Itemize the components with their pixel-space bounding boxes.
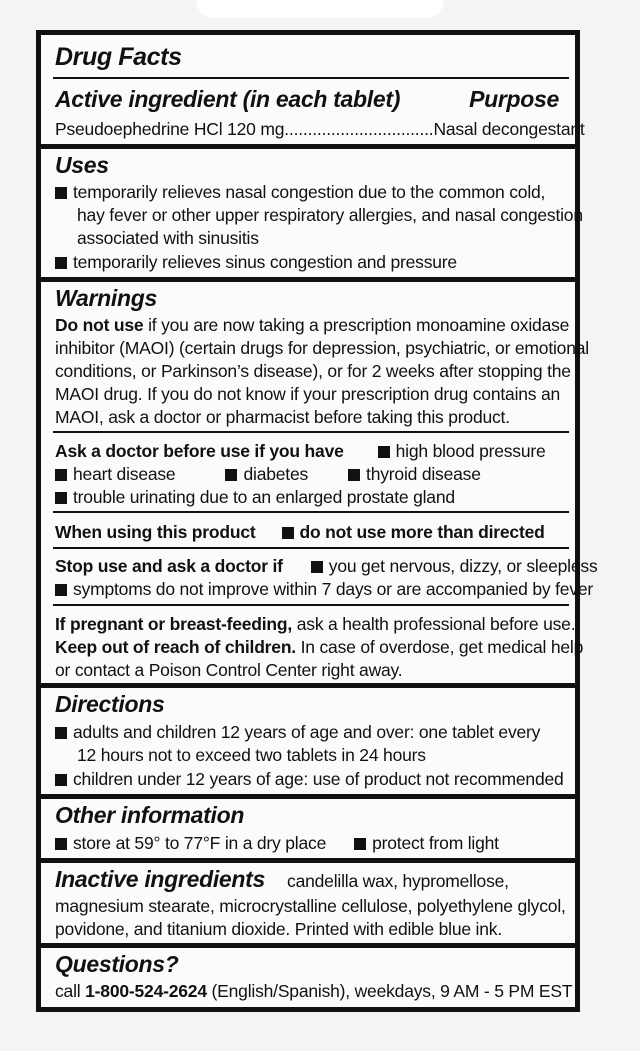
- do-not-use-line-4: MAOI drug. If you do not know if your prescription drug contains an: [55, 384, 561, 404]
- inactive-ingredients-header: Inactive ingredients: [55, 866, 266, 892]
- section-divider: [41, 683, 575, 688]
- bullet-icon: [55, 469, 67, 481]
- bullet-icon: [55, 584, 67, 596]
- uses-item-1: temporarily relieves nasal congestion due to the common cold,: [55, 181, 545, 203]
- package-tab: [196, 0, 444, 18]
- pregnant-line: If pregnant or breast-feeding, ask a health professional before use.: [55, 614, 576, 634]
- bullet-icon: [225, 469, 237, 481]
- section-divider: [41, 277, 575, 282]
- do-not-use-line-5: MAOI, ask a doctor or pharmacist before taking this product.: [55, 407, 510, 427]
- title-divider: [53, 77, 569, 79]
- bullet-icon: [55, 257, 67, 269]
- bullet-icon: [282, 527, 294, 539]
- bullet-icon: [55, 727, 67, 739]
- when-using-line: When using this product do not use more than directed: [55, 522, 545, 542]
- ingredient-purpose: Nasal decongestant: [433, 119, 585, 139]
- directions-item-1-cont: 12 hours not to exceed two tablets in 24 hours: [77, 745, 426, 765]
- active-ingredient-header: Active ingredient (in each tablet): [55, 86, 401, 112]
- bullet-icon: [354, 838, 366, 850]
- bullet-icon: [55, 774, 67, 786]
- section-divider: [41, 858, 575, 863]
- inactive-ingredients-line-3: povidone, and titanium dioxide. Printed with edible blue ink.: [55, 919, 502, 939]
- bullet-icon: [55, 492, 67, 504]
- stop-use-line: Stop use and ask a doctor if you get nervous, dizzy, or sleepless: [55, 556, 598, 576]
- uses-item-2: temporarily relieves sinus congestion and pressure: [55, 251, 457, 273]
- bullet-icon: [55, 838, 67, 850]
- section-divider: [41, 943, 575, 948]
- questions-line: call 1-800-524-2624 (English/Spanish), weekdays, 9 AM - 5 PM EST: [55, 981, 573, 1001]
- ingredient-dots: ................................: [284, 119, 434, 139]
- questions-header: Questions?: [55, 951, 179, 977]
- ingredient-line: [55, 118, 585, 140]
- warnings-subdivider: [53, 604, 569, 606]
- directions-item-1: adults and children 12 years of age and over: one tablet every: [55, 721, 540, 743]
- directions-header: Directions: [55, 691, 165, 717]
- do-not-use-line-2: inhibitor (MAOI) (certain drugs for depression, psychiatric, or emotional: [55, 338, 589, 358]
- drug-facts-label: [36, 30, 598, 1012]
- stop-use-symptoms: symptoms do not improve within 7 days or are accompanied by fever: [55, 578, 593, 600]
- inactive-ingredients-line-1: Inactive ingredients candelilla wax, hypromellose,: [55, 866, 509, 892]
- active-ingredient-row: [55, 86, 565, 112]
- warnings-subdivider: [53, 547, 569, 549]
- drug-facts-title: Drug Facts: [55, 43, 182, 71]
- keep-out-line-2: or contact a Poison Control Center right away.: [55, 660, 403, 680]
- warnings-subdivider: [53, 511, 569, 513]
- condition-urinating: trouble urinating due to an enlarged prostate gland: [55, 486, 455, 508]
- other-information-items: store at 59° to 77°F in a dry place protect from light: [55, 832, 499, 854]
- bullet-icon: [55, 187, 67, 199]
- uses-header: Uses: [55, 152, 109, 178]
- bullet-icon: [348, 469, 360, 481]
- ingredient-name: Pseudoephedrine HCl 120 mg: [55, 119, 285, 139]
- conditions-line: heart disease diabetes thyroid disease: [55, 463, 481, 485]
- inactive-ingredients-line-2: magnesium stearate, microcrystalline cellulose, polyethylene glycol,: [55, 896, 566, 916]
- warnings-subdivider: [53, 431, 569, 433]
- directions-item-2: children under 12 years of age: use of product not recommended: [55, 768, 564, 790]
- keep-out-line: Keep out of reach of children. In case of overdose, get medical help: [55, 637, 584, 657]
- uses-item-1-cont: hay fever or other upper respiratory allergies, and nasal congestion: [77, 205, 583, 225]
- phone-number: 1-800-524-2624: [85, 981, 207, 1001]
- purpose-header: Purpose: [469, 86, 559, 112]
- warnings-header: Warnings: [55, 285, 157, 311]
- do-not-use-line-3: conditions, or Parkinson’s disease), or for 2 weeks after stopping the: [55, 361, 571, 381]
- do-not-use-line-1: Do not use if you are now taking a prescription monoamine oxidase: [55, 315, 570, 335]
- section-divider: [41, 794, 575, 799]
- ask-doctor-line: Ask a doctor before use if you have high blood pressure: [55, 441, 546, 461]
- uses-item-1-cont2: associated with sinusitis: [77, 228, 259, 248]
- bullet-icon: [311, 561, 323, 573]
- bullet-icon: [378, 446, 390, 458]
- section-divider: [41, 144, 575, 149]
- other-information-header: Other information: [55, 802, 245, 828]
